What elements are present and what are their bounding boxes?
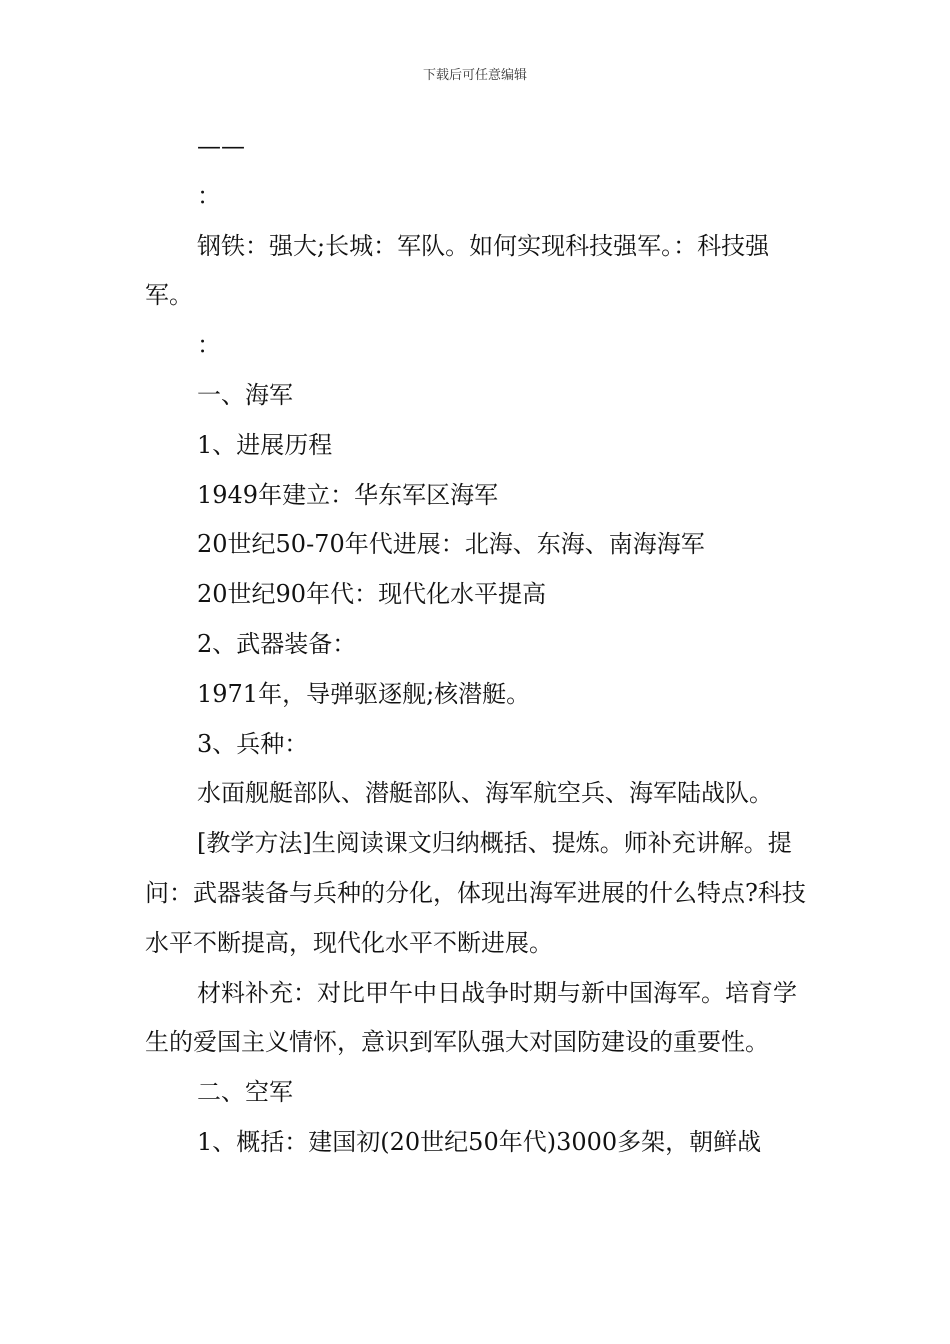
section-heading: 一、海军: [197, 380, 293, 409]
subheading: 3、兵种：: [197, 729, 309, 758]
paragraph: ——: [197, 132, 245, 160]
paragraph: 20世纪90年代：现代化水平提高: [197, 580, 547, 609]
section-heading: 二、空军: [197, 1078, 293, 1107]
document-body: [145, 122, 815, 1168]
subheading: 2、武器装备：: [197, 629, 357, 658]
paragraph: ：: [197, 181, 221, 210]
paragraph: 1、概括：建国初(20世纪50年代)3000多架，朝鲜战: [197, 1127, 762, 1156]
paragraph: 1971年，导弹驱逐舰;核潜艇。: [197, 679, 531, 708]
paragraph: 材料补充：对比甲午中日战争时期与新中国海军。培育学生的爱国主义情怀，意识到军队强大对国防建设的重要性。: [145, 978, 797, 1057]
paragraph: 钢铁：强大;长城：军队。如何实现科技强军。：科技强军。: [145, 231, 770, 310]
paragraph: 1949年建立：华东军区海军: [197, 480, 499, 509]
page-header: 下载后可任意编辑: [422, 68, 527, 83]
paragraph: [教学方法]生阅读课文归纳概括、提炼。师补充讲解。提问：武器装备与兵种的分化，体现出海军进展的什么特点?科技水平不断提高，现代化水平不断进展。: [145, 829, 806, 957]
subheading: 1、进展历程: [197, 430, 333, 459]
paragraph: 20世纪50-70年代进展：北海、东海、南海海军: [197, 530, 705, 559]
paragraph: 水面舰艇部队、潜艇部队、海军航空兵、海军陆战队。: [197, 779, 773, 808]
paragraph: ：: [197, 331, 221, 360]
